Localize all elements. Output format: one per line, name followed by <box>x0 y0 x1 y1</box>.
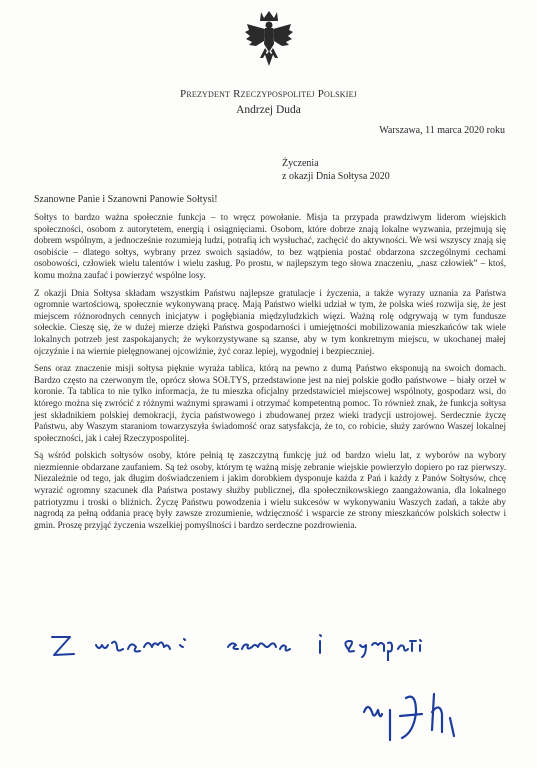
sender-name: Andrzej Duda <box>236 104 301 116</box>
letter-subject <box>282 157 390 183</box>
letter-date: Warszawa, 11 marca 2020 roku <box>379 125 505 136</box>
body-paragraph: Sołtys to bardzo ważna społecznie funkcja – to wręcz powołanie. Misja ta przypada prawdziwym liderom wiejskich społeczności, osobom z autorytetem, energią i osiągnięciami. Osobom, które dobrze znają lokalne wyzwania, przejmują się dobrem wspólnym, a jednocześnie rozumieją ludzi, potrafią ich wysłuchać, zachęcić do aktywności. We wsi wszyscy znają się osobiście – dlatego sołtys, wybrany przez swoich sąsiadów, to bez wątpienia postać obdarzona szczególnymi cechami osobowości, człowiek wielu talentów i wielu zasług. Po prostu, w najlepszym tego słowa znaczeniu, „nasz człowiek” – ktoś, komu można zaufać i powierzyć wspólne losy. <box>34 212 506 280</box>
subject-line-2: z okazji Dnia Sołtysa 2020 <box>282 171 390 182</box>
body-paragraph: Sens oraz znaczenie misji sołtysa pięknie wyraża tablica, którą na pewno z dumą Państwo eksponują na swoich domach. Bardzo często na czerwonym tle, oprócz słowa SOŁTYS, przedstawione jest na niej polskie godło państwowe – biały orzeł w koronie. Ta tablica to nie tylko informacja, że tu mieszka oficjalny przedstawiciel miejscowej wspólnoty, gospodarz wsi, do którego można się zwrócić z różnymi ważnymi sprawami i otrzymać kompetentną pomoc. To również znak, że funkcja sołtysa jest składnikiem polskiej demokracji, życia państwowego i zbudowanej przez wieki tradycji ustrojowej. Serdecznie życzę Państwu, aby Waszym staraniom towarzyszyła świadomość oraz satysfakcja, że to, co robicie, służy zarówno Waszej lokalnej społeczności, jak i całej Rzeczypospolitej. <box>34 363 506 443</box>
white-eagle-emblem-icon <box>243 8 295 78</box>
letter-body <box>34 212 506 537</box>
sender-title: Prezydent Rzeczypospolitej Polskiej <box>180 88 357 100</box>
handwritten-signature <box>360 688 480 744</box>
letter-greeting: Szanowne Panie i Szanowni Panowie Sołtysi! <box>34 194 218 205</box>
handwritten-closing <box>48 631 448 661</box>
body-paragraph: Z okazji Dnia Sołtysa składam wszystkim Państwu najlepsze gratulacje i życzenia, a także wyrazy uznania za Państwa ogromnie wartościową, społecznie wykonywaną pracę. Mają Państwo wielki udział w tym, że polska wieś rozwija się, że jest miejscem różnorodnych cennych inicjatyw i pogłębiania międzyludzkich więzi. Ważną rolę odgrywają w tym fundusze sołeckie. Cieszę się, że w dużej mierze dzięki Państwa gospodarności i umiejętności mobilizowania mieszkańców tak wiele lokalnych potrzeb jest zaspokajanych; że wykorzystywane są szanse, aby w tym konkretnym miejscu, w ukochanej małej ojczyźnie i na wiernie pielęgnowanej ojcowiźnie, żyć coraz lepiej, wygodniej i bezpieczniej. <box>34 287 506 356</box>
body-paragraph: Są wśród polskich sołtysów osoby, które pełnią tę zaszczytną funkcję już od bardzo wielu lat, z wyborów na wybory niezmiennie obdarzane zaufaniem. Są też osoby, którym tę ważną misję zebranie wiejskie powierzyło dopiero po raz pierwszy. Niezależnie od tego, jak długim doświadczeniem i jakim dorobkiem dysponuje każda z Pań i każdy z Panów Sołtysów, chcę wyrazić ogromny szacunek dla Państwa postawy służby publicznej, dla społecznikowskiego zaangażowania, dla lokalnego patriotyzmu i troski o bliźnich. Życzę Państwu powodzenia i wielu sukcesów w wykonywaniu Waszych zadań, a także aby nagrodą za pełną oddania pracę były zawsze zrozumienie, wdzięczność i wsparcie ze strony mieszkańców polskich sołectw i gmin. Proszę przyjąć życzenia wszelkiej pomyślności i bardzo serdeczne pozdrowienia. <box>34 450 506 530</box>
subject-line-1: Życzenia <box>282 158 319 169</box>
